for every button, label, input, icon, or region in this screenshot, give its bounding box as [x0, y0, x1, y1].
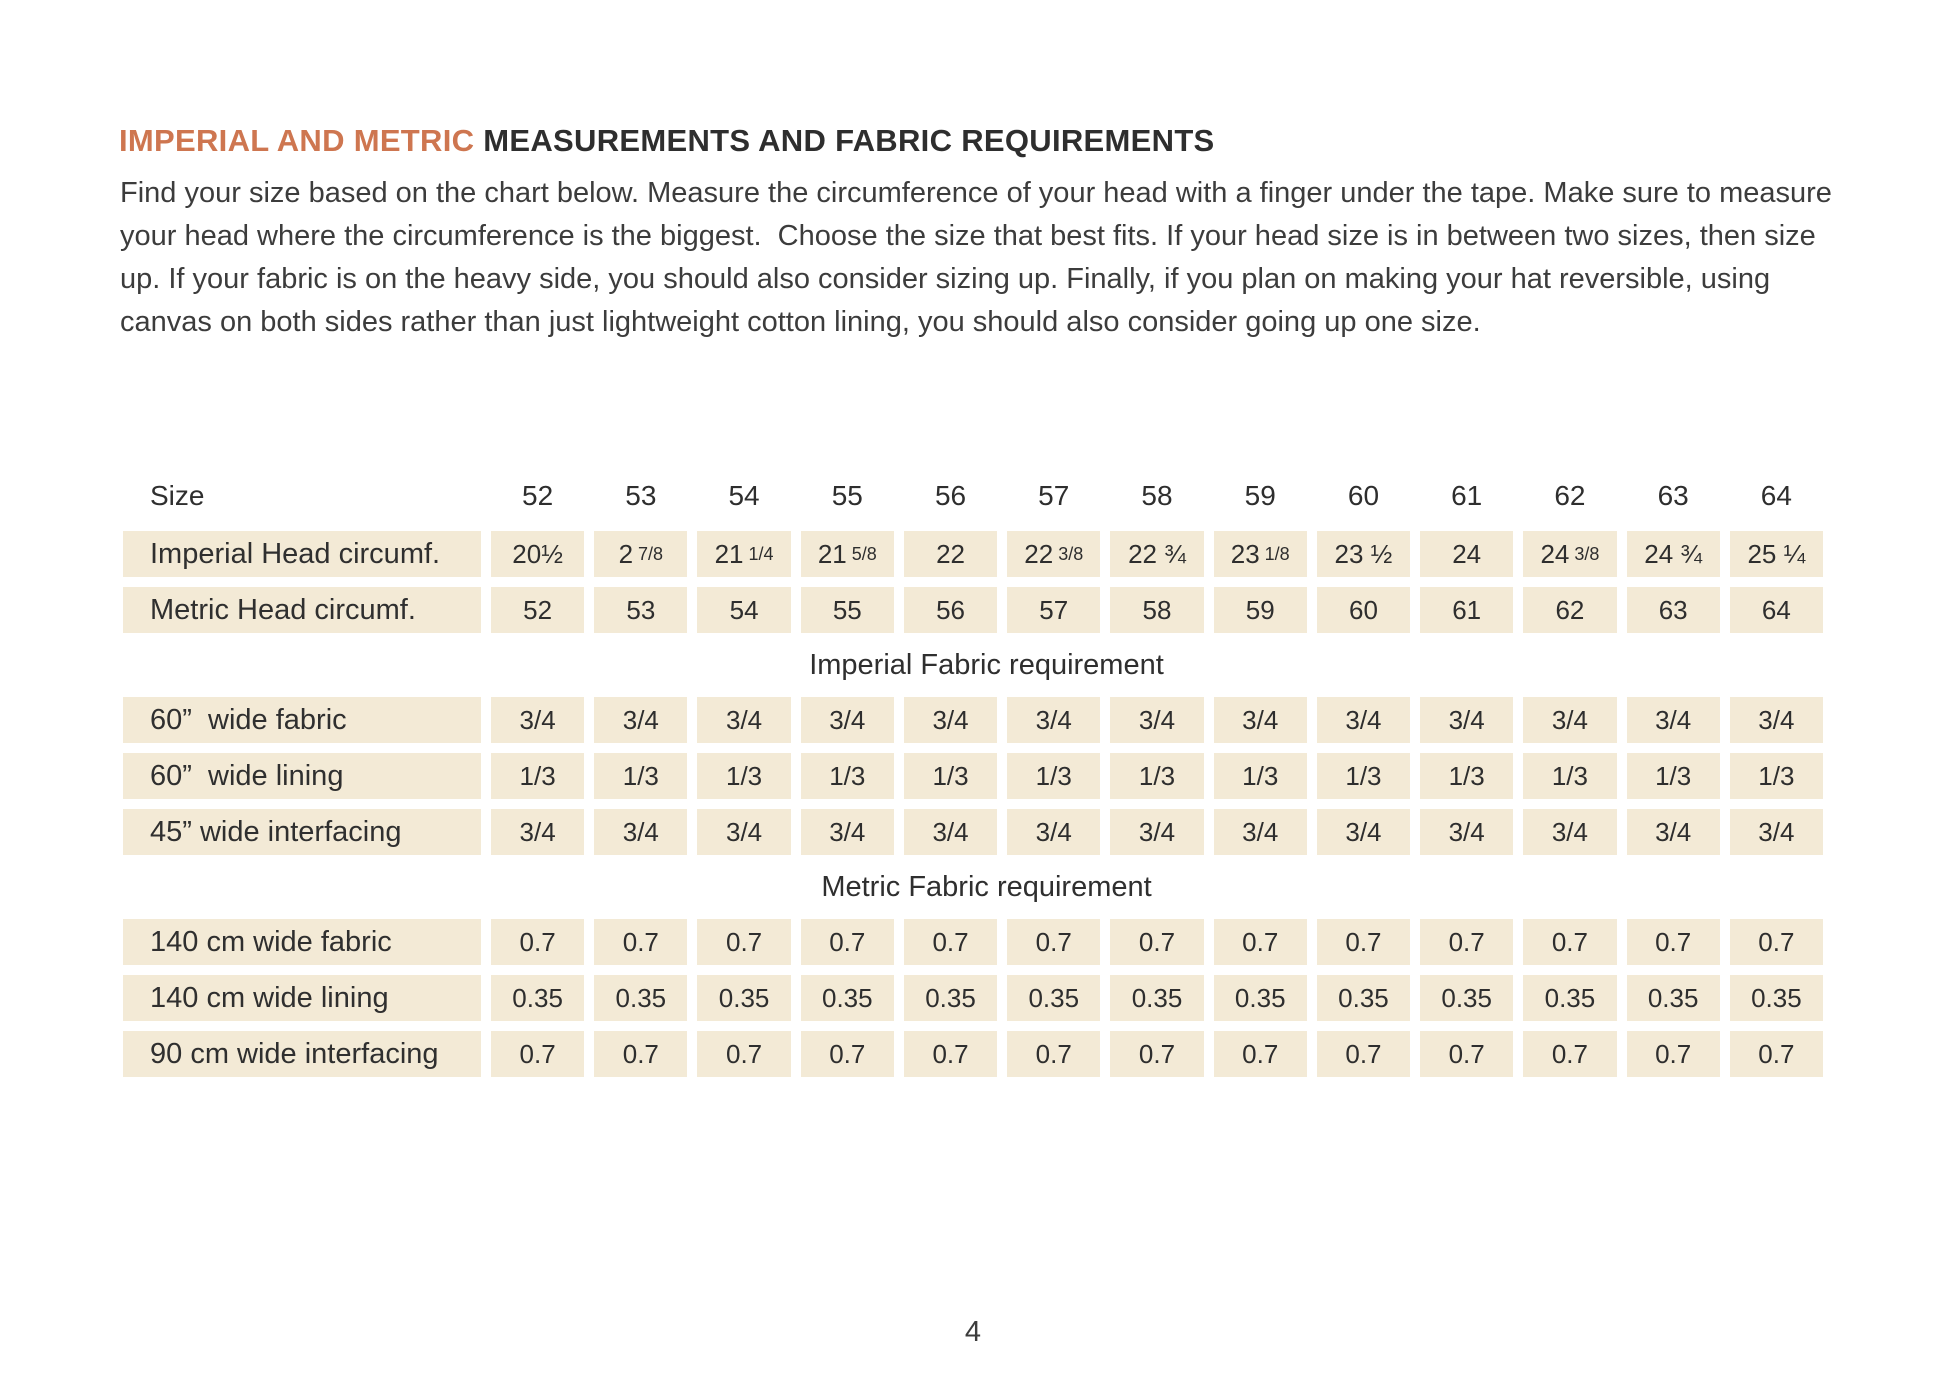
table-row-90cm-wide-interfacing	[123, 1031, 1823, 1077]
cell-metric-head-circumf-col12: 63	[1627, 587, 1720, 633]
cell-metric-head-circumf-col10: 61	[1420, 587, 1513, 633]
cell-metric-head-circumf-col13: 64	[1730, 587, 1823, 633]
cell-140cm-wide-lining-col13: 0.35	[1730, 975, 1823, 1021]
cell-140cm-wide-lining-col6: 0.35	[1007, 975, 1100, 1021]
cell-45in-wide-interfacing-col12: 3/4	[1627, 809, 1720, 855]
table-row-imperial-fabric-requirement	[123, 643, 1823, 687]
cell-140cm-wide-lining-col12: 0.35	[1627, 975, 1720, 1021]
value-whole: 23	[1230, 538, 1260, 569]
cell-60in-wide-fabric-col5: 3/4	[904, 697, 997, 743]
cell-imperial-head-circumf-col12: 24 ¾	[1627, 531, 1720, 577]
cell-60in-wide-lining-col12: 1/3	[1627, 753, 1720, 799]
cell-140cm-wide-fabric-col4: 0.7	[801, 919, 894, 965]
value-fraction: 1/4	[748, 543, 774, 564]
cell-45in-wide-interfacing-col1: 3/4	[491, 809, 584, 855]
cell-size-col3: 54	[728, 480, 760, 511]
cell-140cm-wide-fabric-col8: 0.7	[1214, 919, 1307, 965]
cell-60in-wide-fabric-col4: 3/4	[801, 697, 894, 743]
cell-metric-head-circumf-col2: 53	[594, 587, 687, 633]
cell-140cm-wide-fabric-col3: 0.7	[697, 919, 790, 965]
table-row-60in-wide-fabric	[123, 697, 1823, 743]
cell-90cm-wide-interfacing-col4: 0.7	[801, 1031, 894, 1077]
cell-140cm-wide-lining-col3: 0.35	[697, 975, 790, 1021]
cell-60in-wide-lining-col8: 1/3	[1214, 753, 1307, 799]
cell-imperial-head-circumf-col13: 25 ¼	[1730, 531, 1823, 577]
cell-size-col11: 62	[1554, 480, 1586, 511]
table-row-140cm-wide-lining	[123, 975, 1823, 1021]
cell-90cm-wide-interfacing-col13: 0.7	[1730, 1031, 1823, 1077]
cell-metric-head-circumf-col11: 62	[1523, 587, 1616, 633]
cell-imperial-head-circumf-col9: 23 ½	[1317, 531, 1410, 577]
cell-140cm-wide-lining-col9: 0.35	[1317, 975, 1410, 1021]
cell-size-col9: 60	[1347, 480, 1380, 511]
cell-60in-wide-lining-col3: 1/3	[697, 753, 790, 799]
value-whole: 21	[817, 538, 847, 569]
cell-140cm-wide-fabric-col5: 0.7	[904, 919, 997, 965]
cell-90cm-wide-interfacing-col2: 0.7	[594, 1031, 687, 1077]
cell-metric-head-circumf-col4: 55	[801, 587, 894, 633]
table-row-metric-fabric-requirement	[123, 865, 1823, 909]
page-number: 4	[964, 1316, 982, 1348]
cell-45in-wide-interfacing-col13: 3/4	[1730, 809, 1823, 855]
cell-60in-wide-lining-col4: 1/3	[801, 753, 894, 799]
cell-140cm-wide-fabric-col6: 0.7	[1007, 919, 1100, 965]
cell-140cm-wide-lining-col1: 0.35	[491, 975, 584, 1021]
cell-size-col6: 57	[1038, 480, 1070, 511]
cell-size-col7: 58	[1141, 480, 1173, 511]
cell-metric-head-circumf-col3: 54	[697, 587, 790, 633]
cell-size-col5: 56	[934, 480, 967, 511]
cell-140cm-wide-lining-col10: 0.35	[1420, 975, 1513, 1021]
cell-60in-wide-lining-col11: 1/3	[1523, 753, 1616, 799]
cell-60in-wide-fabric-col2: 3/4	[594, 697, 687, 743]
cell-45in-wide-interfacing-col9: 3/4	[1317, 809, 1410, 855]
table-row-60in-wide-lining	[123, 753, 1823, 799]
value-whole: 21	[714, 538, 744, 569]
cell-90cm-wide-interfacing-col12: 0.7	[1627, 1031, 1720, 1077]
page-title	[119, 123, 1215, 159]
cell-metric-head-circumf-col8: 59	[1214, 587, 1307, 633]
intro-paragraph: Find your size based on the chart below. Measure the circumference of your head with a finger under the tape. Make sure to measure your head where the circumference is the biggest. Choose the size that best fits. If your head size is in between two sizes, then size up. If your fabric is on the heavy side, you should also consider sizing up. Finally, if you plan on making your hat reversible, using canvas on both sides rather than just lightweight cotton lining, you should also consider going up one size.	[120, 177, 1840, 338]
cell-45in-wide-interfacing-col8: 3/4	[1214, 809, 1307, 855]
cell-45in-wide-interfacing-col7: 3/4	[1110, 809, 1203, 855]
cell-size-col10: 61	[1451, 480, 1483, 511]
cell-60in-wide-fabric-col3: 3/4	[697, 697, 790, 743]
value-fraction: 5/8	[851, 543, 877, 564]
table-row-140cm-wide-fabric	[123, 919, 1823, 965]
value-whole: 24	[1540, 538, 1570, 569]
cell-60in-wide-lining-col7: 1/3	[1110, 753, 1203, 799]
cell-140cm-wide-lining-col7: 0.35	[1110, 975, 1203, 1021]
cell-90cm-wide-interfacing-col9: 0.7	[1317, 1031, 1410, 1077]
value-whole: 2	[618, 538, 634, 569]
row-label-60in-wide-fabric: 60” wide fabric	[123, 697, 481, 743]
cell-140cm-wide-fabric-col1: 0.7	[491, 919, 584, 965]
cell-metric-head-circumf-col7: 58	[1110, 587, 1203, 633]
cell-metric-head-circumf-col6: 57	[1007, 587, 1100, 633]
cell-45in-wide-interfacing-col5: 3/4	[904, 809, 997, 855]
section-label-imperial-fabric-requirement: Imperial Fabric requirement	[809, 648, 1164, 681]
cell-metric-head-circumf-col9: 60	[1317, 587, 1410, 633]
value-whole: 22	[1024, 538, 1054, 569]
cell-45in-wide-interfacing-col11: 3/4	[1523, 809, 1616, 855]
cell-140cm-wide-lining-col11: 0.35	[1523, 975, 1616, 1021]
cell-size-col2: 53	[625, 480, 657, 511]
cell-imperial-head-circumf-col1: 20½	[491, 531, 584, 577]
cell-60in-wide-lining-col10: 1/3	[1420, 753, 1513, 799]
value-fraction: 1/8	[1264, 543, 1290, 564]
cell-90cm-wide-interfacing-col11: 0.7	[1523, 1031, 1616, 1077]
table-row-size	[123, 476, 1823, 516]
cell-60in-wide-fabric-col12: 3/4	[1627, 697, 1720, 743]
row-label-45in-wide-interfacing: 45” wide interfacing	[123, 809, 481, 855]
cell-imperial-head-circumf-col5: 22	[904, 531, 997, 577]
cell-metric-head-circumf-col1: 52	[491, 587, 584, 633]
cell-60in-wide-fabric-col1: 3/4	[491, 697, 584, 743]
cell-140cm-wide-fabric-col2: 0.7	[594, 919, 687, 965]
cell-60in-wide-lining-col13: 1/3	[1730, 753, 1823, 799]
cell-140cm-wide-lining-col8: 0.35	[1214, 975, 1307, 1021]
cell-60in-wide-fabric-col10: 3/4	[1420, 697, 1513, 743]
cell-imperial-head-circumf-col2	[594, 531, 687, 577]
value-fraction: 7/8	[638, 543, 664, 564]
cell-60in-wide-fabric-col9: 3/4	[1317, 697, 1410, 743]
cell-60in-wide-lining-col9: 1/3	[1317, 753, 1410, 799]
row-label-metric-head-circumf: Metric Head circumf.	[123, 587, 481, 633]
cell-90cm-wide-interfacing-col3: 0.7	[697, 1031, 790, 1077]
cell-60in-wide-fabric-col6: 3/4	[1007, 697, 1100, 743]
cell-60in-wide-lining-col5: 1/3	[904, 753, 997, 799]
cell-140cm-wide-lining-col5: 0.35	[904, 975, 997, 1021]
cell-imperial-head-circumf-col6	[1007, 531, 1100, 577]
table-row-imperial-head-circumf	[123, 531, 1823, 577]
row-label-imperial-head-circumf: Imperial Head circumf.	[123, 531, 481, 577]
cell-60in-wide-fabric-col13: 3/4	[1730, 697, 1823, 743]
cell-90cm-wide-interfacing-col7: 0.7	[1110, 1031, 1203, 1077]
table-row-45in-wide-interfacing	[123, 809, 1823, 855]
row-label-size: Size	[150, 480, 205, 511]
cell-45in-wide-interfacing-col2: 3/4	[594, 809, 687, 855]
cell-90cm-wide-interfacing-col5: 0.7	[904, 1031, 997, 1077]
cell-size-col12: 63	[1657, 480, 1689, 511]
section-label-metric-fabric-requirement: Metric Fabric requirement	[821, 870, 1152, 903]
cell-90cm-wide-interfacing-col10: 0.7	[1420, 1031, 1513, 1077]
cell-45in-wide-interfacing-col4: 3/4	[801, 809, 894, 855]
cell-imperial-head-circumf-col3	[697, 531, 790, 577]
cell-45in-wide-interfacing-col6: 3/4	[1007, 809, 1100, 855]
cell-60in-wide-lining-col2: 1/3	[594, 753, 687, 799]
cell-90cm-wide-interfacing-col1: 0.7	[491, 1031, 584, 1077]
cell-imperial-head-circumf-col10: 24	[1420, 531, 1513, 577]
cell-size-col8: 59	[1244, 480, 1276, 511]
cell-140cm-wide-fabric-col10: 0.7	[1420, 919, 1513, 965]
cell-45in-wide-interfacing-col10: 3/4	[1420, 809, 1513, 855]
page-title-rest: MEASUREMENTS AND FABRIC REQUIREMENTS	[474, 123, 1215, 158]
cell-size-col4: 55	[831, 480, 863, 511]
cell-140cm-wide-fabric-col9: 0.7	[1317, 919, 1410, 965]
cell-140cm-wide-fabric-col7: 0.7	[1110, 919, 1203, 965]
cell-imperial-head-circumf-col8	[1214, 531, 1307, 577]
cell-60in-wide-fabric-col11: 3/4	[1523, 697, 1616, 743]
cell-imperial-head-circumf-col11	[1523, 531, 1616, 577]
row-label-60in-wide-lining: 60” wide lining	[123, 753, 481, 799]
cell-size-col13: 64	[1760, 480, 1792, 511]
cell-90cm-wide-interfacing-col8: 0.7	[1214, 1031, 1307, 1077]
cell-imperial-head-circumf-col7: 22 ¾	[1110, 531, 1203, 577]
cell-60in-wide-lining-col6: 1/3	[1007, 753, 1100, 799]
table-row-metric-head-circumf	[123, 587, 1823, 633]
cell-imperial-head-circumf-col4	[801, 531, 894, 577]
cell-140cm-wide-fabric-col12: 0.7	[1627, 919, 1720, 965]
cell-60in-wide-lining-col1: 1/3	[491, 753, 584, 799]
value-fraction: 3/8	[1574, 543, 1600, 564]
cell-60in-wide-fabric-col8: 3/4	[1214, 697, 1307, 743]
cell-140cm-wide-lining-col4: 0.35	[801, 975, 894, 1021]
page-title-accent: IMPERIAL AND METRIC	[119, 123, 475, 158]
value-fraction: 3/8	[1058, 543, 1084, 564]
cell-140cm-wide-fabric-col13: 0.7	[1730, 919, 1823, 965]
cell-60in-wide-fabric-col7: 3/4	[1110, 697, 1203, 743]
cell-140cm-wide-fabric-col11: 0.7	[1523, 919, 1616, 965]
row-label-140cm-wide-fabric: 140 cm wide fabric	[123, 919, 481, 965]
row-label-90cm-wide-interfacing: 90 cm wide interfacing	[123, 1031, 481, 1077]
cell-size-col1: 52	[522, 480, 554, 511]
row-label-140cm-wide-lining: 140 cm wide lining	[123, 975, 481, 1021]
cell-45in-wide-interfacing-col3: 3/4	[697, 809, 790, 855]
cell-90cm-wide-interfacing-col6: 0.7	[1007, 1031, 1100, 1077]
cell-140cm-wide-lining-col2: 0.35	[594, 975, 687, 1021]
size-table	[123, 476, 1823, 1087]
cell-metric-head-circumf-col5: 56	[904, 587, 997, 633]
